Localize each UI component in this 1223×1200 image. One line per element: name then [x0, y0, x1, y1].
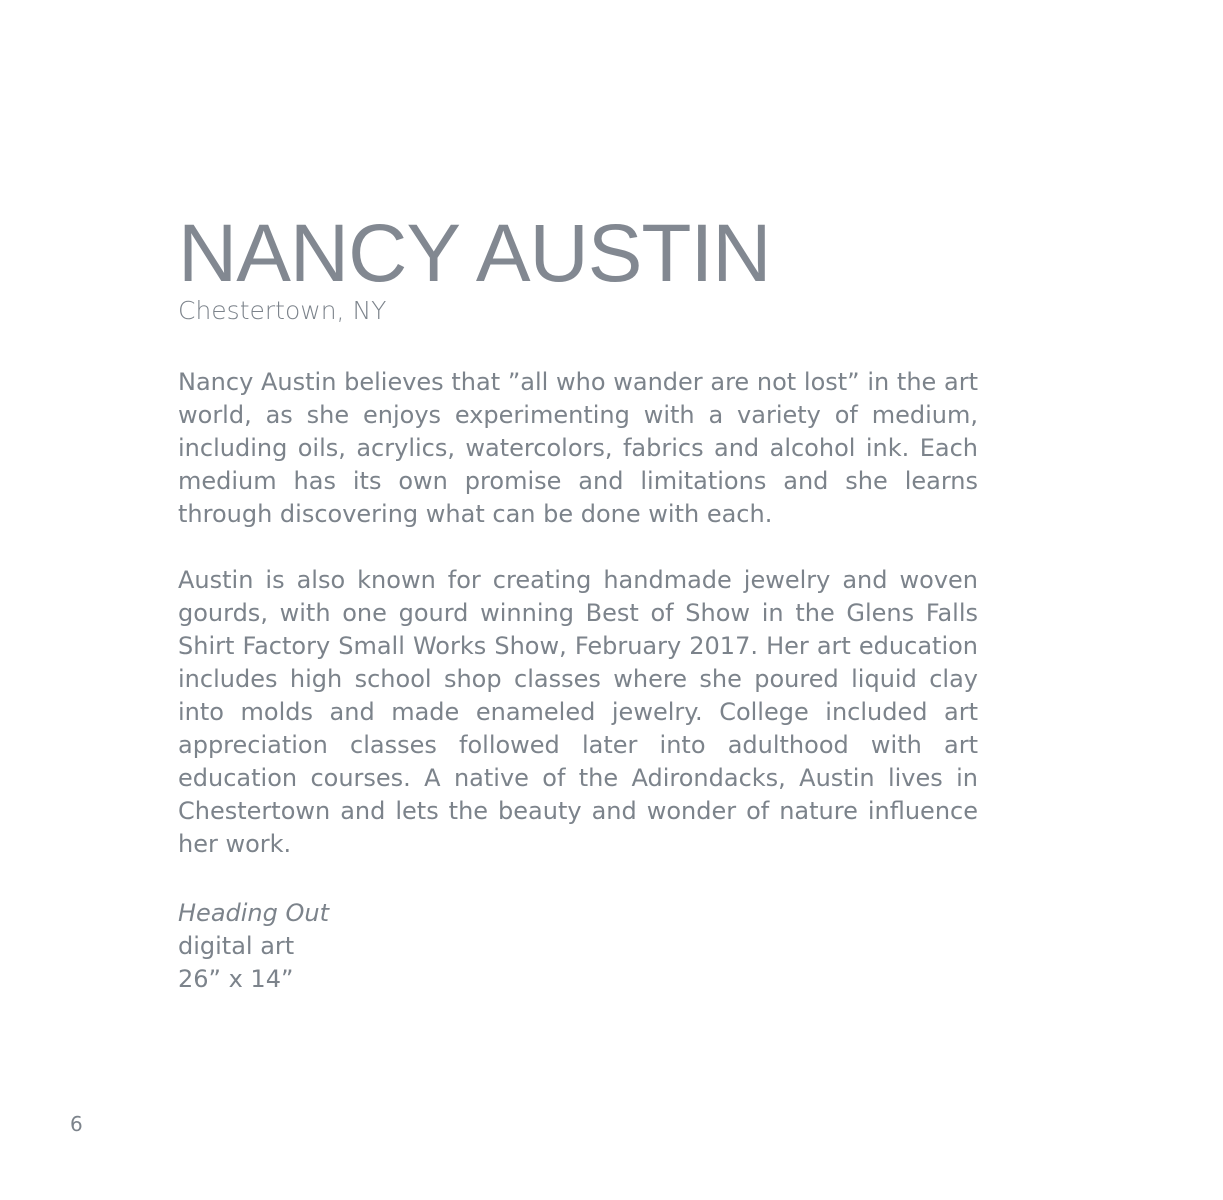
artist-location: Chestertown, NY: [178, 296, 387, 325]
artist-profile: [178, 208, 978, 996]
artwork-dimensions: 26” x 14”: [178, 965, 294, 993]
artwork-title: Heading Out: [178, 899, 330, 927]
artist-name: NANCY AUSTIN: [178, 208, 771, 299]
artwork-medium: digital art: [178, 932, 295, 960]
artwork-caption: [178, 897, 978, 996]
bio-paragraph-1: Nancy Austin believes that ”all who wander are not lost” in the art world, as she enjoys experimenting with a variety of medium, including oils, acrylics, watercolors, fabrics and alcohol ink. Each medium has its own promise and limitations and she learns through discovering what can be done with each.: [178, 368, 978, 528]
page-number: 6: [70, 1112, 83, 1136]
bio-paragraph-2: Austin is also known for creating handmade jewelry and woven gourds, with one gourd winning Best of Show in the Glens Falls Shirt Factory Small Works Show, February 2017. Her art education includes high school shop classes where she poured liquid clay into molds and made enameled jewelry. College included art appreciation classes followed later into adulthood with art education courses. A native of the Adirondacks, Austin lives in Chestertown and lets the beauty and wonder of nature influence her work.: [178, 566, 978, 858]
